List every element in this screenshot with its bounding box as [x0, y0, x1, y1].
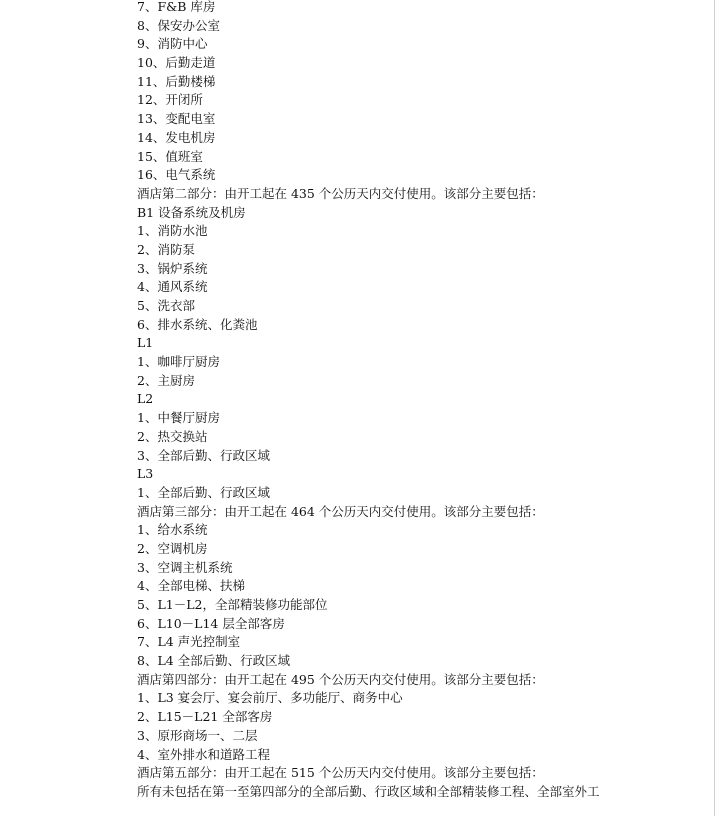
document-line: 2、消防泵 — [137, 241, 195, 257]
document-line: 3、原形商场一、二层 — [137, 727, 258, 743]
document-line: 6、L10－L14 层全部客房 — [137, 615, 285, 631]
document-line: 4、通风系统 — [137, 279, 208, 295]
page-right-edge-divider — [714, 0, 715, 816]
document-line: L2 — [137, 391, 154, 407]
document-line: 15、值班室 — [137, 148, 203, 164]
document-line: 7、L4 声光控制室 — [137, 634, 241, 650]
document-line: 酒店第三部分：由开工起在 464 个公历天内交付使用。该部分主要包括： — [137, 503, 544, 519]
document-line: 16、电气系统 — [137, 167, 216, 183]
document-line: 7、F&B 库房 — [137, 0, 216, 14]
document-line: 1、中餐厅厨房 — [137, 410, 220, 426]
document-line: 6、排水系统、化粪池 — [137, 316, 258, 332]
document-line: 所有未包括在第一至第四部分的全部后勤、行政区域和全部精装修工程、全部室外工 — [137, 783, 600, 799]
document-line: 11、后勤楼梯 — [137, 73, 216, 89]
document-body — [137, 0, 712, 802]
document-line: 1、咖啡厅厨房 — [137, 354, 220, 370]
document-line: 2、空调机房 — [137, 540, 208, 556]
document-line: 12、开闭所 — [137, 92, 203, 108]
document-line: 3、空调主机系统 — [137, 559, 233, 575]
document-line: 3、锅炉系统 — [137, 260, 208, 276]
document-line: 1、给水系统 — [137, 522, 208, 538]
document-line: 酒店第五部分：由开工起在 515 个公历天内交付使用。该部分主要包括： — [137, 765, 544, 781]
document-line: 1、L3 宴会厅、宴会前厅、多功能厅、商务中心 — [137, 690, 403, 706]
document-line: 8、保安办公室 — [137, 17, 220, 33]
document-line: 9、消防中心 — [137, 36, 208, 52]
document-line: L3 — [137, 466, 154, 482]
document-line: 10、后勤走道 — [137, 55, 216, 71]
document-line: L1 — [137, 335, 154, 351]
document-line: 5、洗衣部 — [137, 298, 195, 313]
document-line: 2、热交换站 — [137, 428, 208, 444]
document-line: 13、变配电室 — [137, 111, 216, 127]
document-line: 酒店第二部分：由开工起在 435 个公历天内交付使用。该部分主要包括： — [137, 185, 544, 201]
document-line: 2、主厨房 — [137, 372, 195, 388]
document-line: B1 设备系统及机房 — [137, 204, 246, 220]
document-line: 4、全部电梯、扶梯 — [137, 578, 245, 594]
document-line: 14、发电机房 — [137, 129, 216, 145]
document-line: 1、全部后勤、行政区域 — [137, 484, 270, 500]
document-line: 2、L15－L21 全部客房 — [137, 709, 273, 725]
document-line: 3、全部后勤、行政区域 — [137, 447, 270, 463]
document-line: 酒店第四部分：由开工起在 495 个公历天内交付使用。该部分主要包括： — [137, 671, 544, 687]
document-line: 1、消防水池 — [137, 223, 208, 239]
document-line: 4、室外排水和道路工程 — [137, 746, 270, 762]
document-line: 8、L4 全部后勤、行政区域 — [137, 653, 291, 669]
document-line: 5、L1－L2，全部精装修功能部位 — [137, 597, 328, 612]
